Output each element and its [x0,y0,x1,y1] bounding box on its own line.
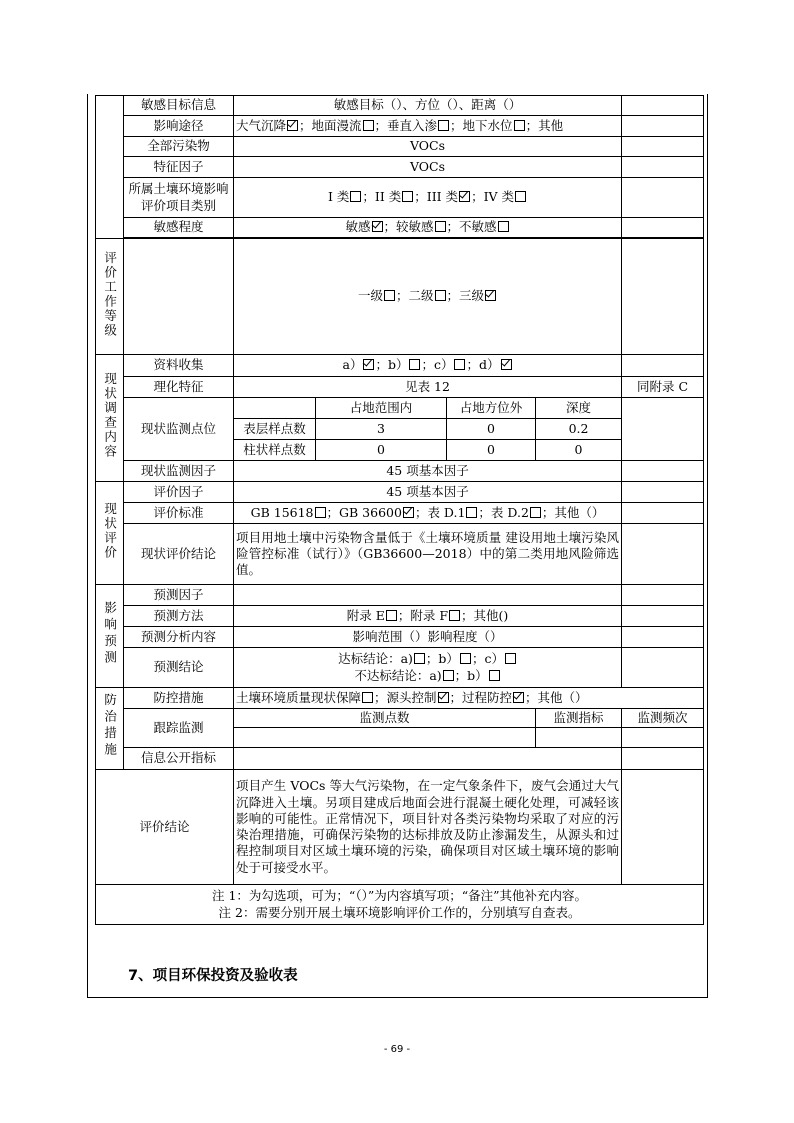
row-prediction-content [96,627,704,648]
label-prediction-factor: 预测因子 [124,585,234,606]
value-all-pollutants: VOCs [234,137,622,157]
checkbox-checked-icon [403,507,414,518]
value-prediction-factor [234,585,622,606]
label-impact-path: 影响途径 [124,116,234,137]
note-cell [622,503,704,524]
label-characteristic-factor: 特征因子 [124,157,234,178]
row-evaluation-conclusion [96,770,704,885]
value-prevention-measures: 土壤环境质量现状保障 ；源头控制 ；过程防控 ；其他（） [234,688,704,709]
value-prediction-content: 影响范围（）影响程度（） [234,627,622,648]
value-evaluation-conclusion: 项目产生 VOCs 等大气污染物，在一定气象条件下，废气会通过大气沉降进入土壤。另项目建成后地面会进行混凝土硬化处理，可减轻该影响的可能性。正常情况下，项目针对各类污染物均采取了对应的污染治理措施，可确保污染物的达标排放及防止渗漏发生，从源头和过程控制项目对区域土壤环境的污染，确保项目对区域土壤环境的影响处于可接受水平。 [234,770,622,885]
checkbox-checked-icon [287,120,298,131]
label-disclosure: 信息公开指标 [124,748,234,770]
checkbox-icon [449,610,460,621]
row-tracking-header [96,709,704,728]
checkbox-icon [363,120,374,131]
note-cell [622,355,704,377]
note-cell [622,137,704,157]
note-cell [622,482,704,503]
row-notes [96,885,704,925]
checkbox-checked-icon [363,359,374,370]
checkbox-icon [362,692,373,703]
note-cell [622,157,704,178]
checkbox-icon [443,670,454,681]
label-monitoring-factor: 现状监测因子 [124,461,234,482]
notes-cell [96,885,704,925]
label-prevention-measures: 防控措施 [124,688,234,709]
value-impact-path: 大气沉降 ；地面漫流 ；垂直入渗 ；地下水位 ；其他 [234,116,622,137]
cell [234,728,536,748]
row-data-collection [96,355,704,377]
checkbox-icon [498,221,509,232]
row-characteristic-factor [96,157,704,178]
cell [622,728,704,748]
label-physchem: 理化特征 [124,377,234,398]
row-eval-conclusion [96,524,704,585]
value-data-collection: a） ；b） ；c） ；d） [234,355,622,377]
label-eval-conclusion: 现状评价结论 [124,524,234,585]
label-tracking: 跟踪监测 [124,709,234,748]
header-depth: 深度 [536,398,622,419]
cell: 0 [447,440,536,461]
label-monitoring-points: 现状监测点位 [124,398,234,461]
row-label: 柱状样点数 [234,440,316,461]
section-title: 7、项目环保投资及验收表 [128,968,298,984]
value-work-level: 一级 ；二级 ；三级 [234,239,622,355]
row-monitoring-factor [96,461,704,482]
label-data-collection: 资料收集 [124,355,234,377]
row-prevention-measures [96,688,704,709]
row-impact-path [96,116,704,137]
page-number: - 69 - [383,1044,411,1055]
value-characteristic-factor: VOCs [234,157,622,178]
checkbox-icon [402,191,413,202]
checkbox-icon [466,507,477,518]
note-cell [622,96,704,116]
soil-impact-checklist-table [95,95,704,925]
cell [536,728,622,748]
label-eval-factor: 评价因子 [124,482,234,503]
group-status-survey: 现状调查内容 [96,355,124,482]
checkbox-checked-icon [372,221,383,232]
note-cell [622,770,704,885]
value-monitoring-factor: 45 项基本因子 [234,461,622,482]
group-prediction: 影响预测 [96,585,124,688]
checkbox-icon [514,120,525,131]
label-evaluation-conclusion: 评价结论 [96,770,234,885]
row-disclosure [96,748,704,770]
label-sensitivity: 敏感程度 [124,218,234,238]
label-prediction-conclusion: 预测结论 [124,648,234,688]
checkbox-icon [438,120,449,131]
note-cell [622,116,704,137]
header-monitor-points: 监测点数 [234,709,536,728]
checkbox-icon [315,507,326,518]
checkbox-checked-icon [438,692,449,703]
note-2: 注 2：需要分别开展土壤环境影响评价工作的，分别填写自查表。 [218,904,581,920]
value-disclosure [234,748,622,770]
row-eval-factor [96,482,704,503]
value-sensitivity: 敏感 ；较敏感 ；不敏感 [234,218,622,238]
value-eval-standard: GB 15618 ；GB 36600 ；表 D.1 ；表 D.2 ；其他（） [234,503,622,524]
checkbox-icon [505,653,516,664]
value-prediction-method: 附录 E ；附录 F ；其他() [234,606,622,627]
cell: 0 [447,419,536,440]
note-cell [622,178,704,218]
note-cell [622,524,704,585]
corner-empty [234,398,316,419]
note-1: 注 1：为勾选项，可为；“（）”为内容填写项；“备注”其他补充内容。 [212,888,587,904]
group-status-eval: 现状评价 [96,482,124,585]
value-prediction-conclusion: 达标结论：a) ；b） ；c） 不达标结论：a) ；b） [234,648,622,688]
note-cell [622,461,704,482]
group-prevention: 防治措施 [96,688,124,770]
row-sensitive-target [96,96,704,116]
header-monitor-frequency: 监测频次 [622,709,704,728]
value-project-category: I 类 ；II 类 ；III 类 ；IV 类 [234,178,622,218]
row-eval-standard [96,503,704,524]
row-prediction-method [96,606,704,627]
group-cell-continued [96,96,124,239]
checkbox-icon [414,653,425,664]
checkbox-icon [454,359,465,370]
note-cell [622,239,704,355]
note-cell [622,748,704,770]
row-sensitivity [96,218,704,238]
cell: 0 [536,440,622,461]
checkbox-icon [489,670,500,681]
cell: 3 [316,419,447,440]
checkbox-checked-icon [501,359,512,370]
note-cell [622,606,704,627]
checkbox-icon [386,610,397,621]
cell: 0 [316,440,447,461]
checkbox-icon [384,290,395,301]
label-work-level-empty [124,239,234,355]
note-cell [622,648,704,688]
value-sensitive-target: 敏感目标（）、方位（）、距离（） [234,96,622,116]
row-prediction-conclusion [96,648,704,688]
note-cell [622,398,704,461]
note-cell [622,218,704,238]
value-physchem: 见表 12 [234,377,622,398]
row-work-level [96,239,704,355]
row-project-category [96,178,704,218]
cell: 0.2 [536,419,622,440]
label-eval-standard: 评价标准 [124,503,234,524]
header-outside: 占地方位外 [447,398,536,419]
note-physchem: 同附录 C [622,377,704,398]
row-monitoring-header [96,398,704,419]
label-project-category: 所属土壤环境影响评价项目类别 [124,178,234,218]
label-all-pollutants: 全部污染物 [124,137,234,157]
checkbox-icon [515,191,526,202]
note-cell [622,585,704,606]
row-label: 表层样点数 [234,419,316,440]
note-cell [622,627,704,648]
checkbox-icon [435,290,446,301]
label-prediction-method: 预测方法 [124,606,234,627]
label-prediction-content: 预测分析内容 [124,627,234,648]
checkbox-icon [460,653,471,664]
checkbox-icon [435,221,446,232]
checkbox-checked-icon [459,191,470,202]
label-sensitive-target: 敏感目标信息 [124,96,234,116]
checkbox-checked-icon [485,290,496,301]
checkbox-checked-icon [513,692,524,703]
row-physchem [96,377,704,398]
row-all-pollutants [96,137,704,157]
group-work-level: 评价工作等级 [96,239,124,355]
checkbox-icon [409,359,420,370]
row-prediction-factor [96,585,704,606]
checkbox-icon [530,507,541,518]
value-eval-factor: 45 项基本因子 [234,482,622,503]
value-eval-conclusion: 项目用地土壤中污染物含量低于《土壤环境质量 建设用地土壤污染风险管控标准（试行）》（GB36600—2018）中的第二类用地风险筛选值。 [234,524,622,585]
header-inside: 占地范围内 [316,398,447,419]
checkbox-icon [350,191,361,202]
header-monitor-index: 监测指标 [536,709,622,728]
